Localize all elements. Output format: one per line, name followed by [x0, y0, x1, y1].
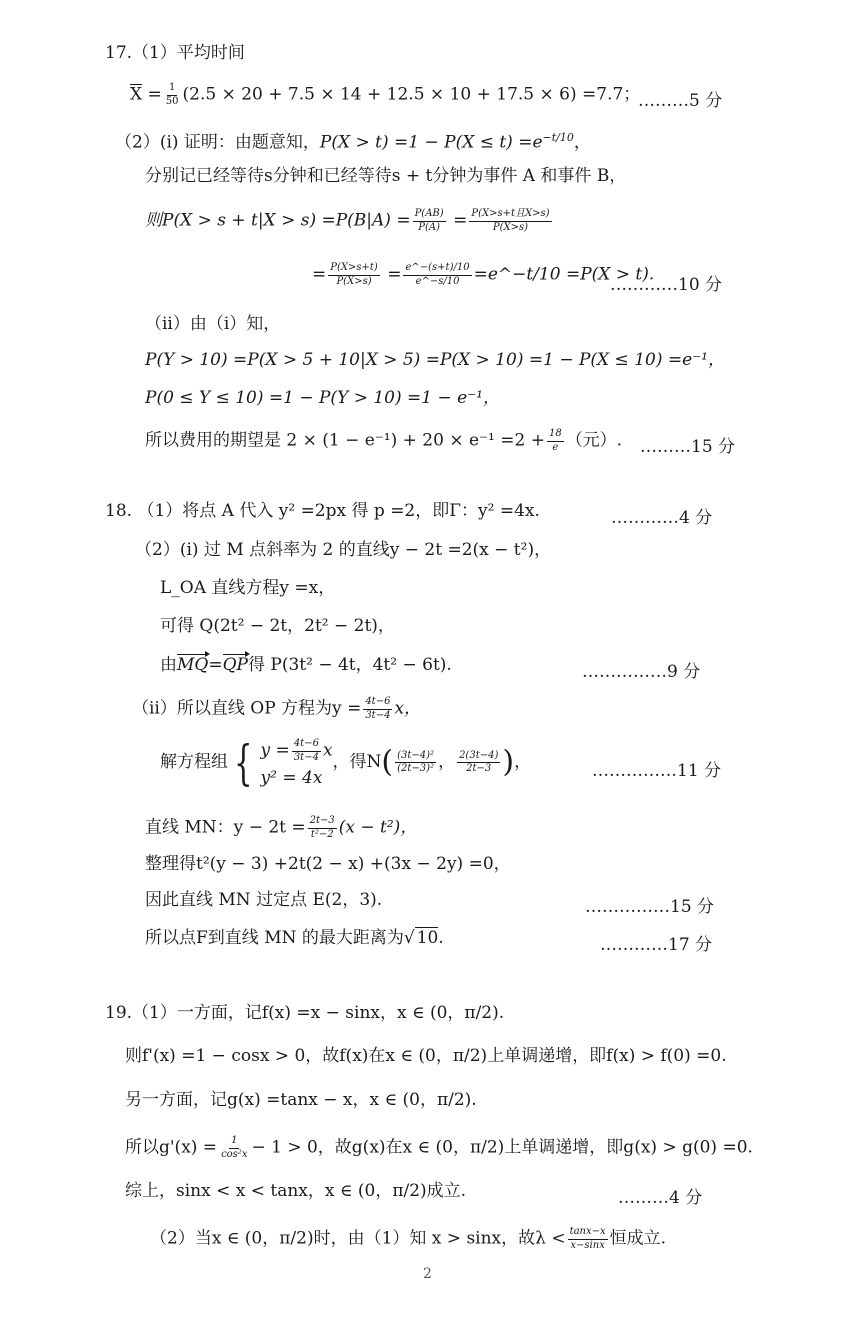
p18-line-2: （2）(i) 过 M 点斜率为 2 的直线y − 2t =2(x − t²)，: [135, 540, 552, 560]
p19-line-1: 19.（1）一方面，记f(x) =x − sinx，x ∈ (0，π/2).: [105, 1003, 505, 1023]
p19-line-5: 综上，sinx < x < tanx，x ∈ (0，π/2)成立.: [125, 1181, 467, 1201]
p17-line-b: P(0 ≤ Y ≤ 10) =1 − P(Y > 10) =1 − e⁻¹，: [145, 388, 500, 408]
p19-line-4: 所以g'(x) = $\frac{1}{\text{cos²x}}$ − 1 > 0，故g(x)在x ∈ (0，π/2)上单调递增，即g(x) > g(0) =0.: [125, 1135, 753, 1160]
p18-line-11: 所以点F到直线 MN 的最大距离为√ 10.: [145, 928, 444, 948]
p18-line-4: 可得 Q(2t² − 2t，2t² − 2t)，: [160, 616, 395, 636]
page-number: 2: [423, 1266, 432, 1282]
p18-line-9: 整理得t²(y − 3) +2t(2 − x) +(3x − 2y) =0，: [145, 854, 511, 874]
p17-score-1: ………5 分: [638, 91, 723, 111]
p18-score-5: …………17 分: [600, 935, 713, 955]
p17-mean-lhs: $\overline{X}$: [130, 84, 143, 105]
p19-line-3: 另一方面，记g(x) =tanx − x，x ∈ (0，π/2).: [125, 1090, 477, 1110]
p17-cond2: = $\frac{P(X>s+t)}{P(X>s)}$ = $\frac{e\^{}-(s+t)/10}{e\^{}-s/10}$ =e^−t/10 =P(X > t).: [312, 262, 655, 287]
p17-mean-frac: $\frac{1}{50}$: [165, 82, 179, 107]
p19-line-6: （2）当x ∈ (0，π/2)时，由（1）知 x > sinx，故λ < $\frac{\tan x-x}{x-\sin x}$ 恒成立.: [150, 1226, 667, 1251]
p18-line-8: 直线 MN：y − 2t = $\frac{2t-3}{\text{t²−2}}$ (x − t²)，: [145, 815, 418, 840]
p17-part2-line: （2）(i) 证明：由题意知，$P(X > t) =1 - P(X \le t) =e^{-t/10}$，: [115, 131, 591, 153]
p18-score-3: ……………11 分: [592, 761, 722, 781]
p18-score-1: …………4 分: [611, 508, 713, 528]
equation-system: { y = $\frac{4t-6}{3t-4}$ x y² = 4x: [234, 734, 333, 791]
p19-score-1: ………4 分: [618, 1188, 703, 1208]
p18-score-2: ……………9 分: [582, 662, 701, 682]
p18-score-4: ……………15 分: [585, 897, 715, 917]
p18-line-6: （ii）所以直线 OP 方程为y = $\frac{4t-6}{3t-4}$ x，: [132, 696, 422, 721]
p17-title: 17.（1）平均时间: [105, 43, 245, 63]
p17-expectation: 所以费用的期望是 2 × (1 − e⁻¹) + 20 × e⁻¹ =2 + $\frac{18}{e}$ （元）.: [145, 428, 623, 453]
p18-line-5: 由MQ=QP得 P(3t² − 4t，4t² − 6t).: [160, 655, 452, 675]
p18-line-10: 因此直线 MN 过定点 E(2，3).: [145, 890, 383, 910]
p17-score-2: …………10 分: [610, 275, 723, 295]
p17-part-ii: （ii）由（i）知，: [145, 314, 281, 334]
p18-line-3: L_OA 直线方程y =x，: [160, 578, 336, 598]
p18-line-1: 18. （1）将点 A 代入 y² =2px 得 p =2，即Γ：y² =4x.: [105, 501, 540, 521]
p17-cond1: 则P(X > s + t|X > s) =P(B|A) = $\frac{P(AB)}{P(A)}$ = $\frac{\text{P(X>s+t且X>s)}}{P(X>s)}$: [145, 208, 550, 233]
p17-score-3: ………15 分: [640, 437, 736, 457]
p17-events: 分别记已经等待s分钟和已经等待s + t分钟为事件 A 和事件 B，: [145, 166, 627, 186]
vector-mq: MQ: [177, 655, 209, 675]
p17-mean-line: $\overline{X}$ = $\frac{1}{50}$ (2.5 × 20 + 7.5 × 14 + 12.5 × 10 + 17.5 × 6) =7.7；: [130, 82, 641, 107]
p17-line-a: P(Y > 10) =P(X > 5 + 10|X > 5) =P(X > 10) =1 − P(X ≤ 10) =e⁻¹，: [145, 350, 725, 370]
p18-system: 解方程组 { y = $\frac{4t-6}{3t-4}$ x y² = 4x ，得N( $\frac{\text{(3t−4)²}}{\text{(2t−3)²}}$ ， $\frac{2(3t-4)}{2t-3}$ )，: [160, 734, 532, 791]
vector-qp: QP: [222, 655, 248, 675]
p19-line-2: 则f'(x) =1 − cosx > 0，故f(x)在x ∈ (0，π/2)上单调递增，即f(x) > f(0) =0.: [125, 1046, 727, 1066]
